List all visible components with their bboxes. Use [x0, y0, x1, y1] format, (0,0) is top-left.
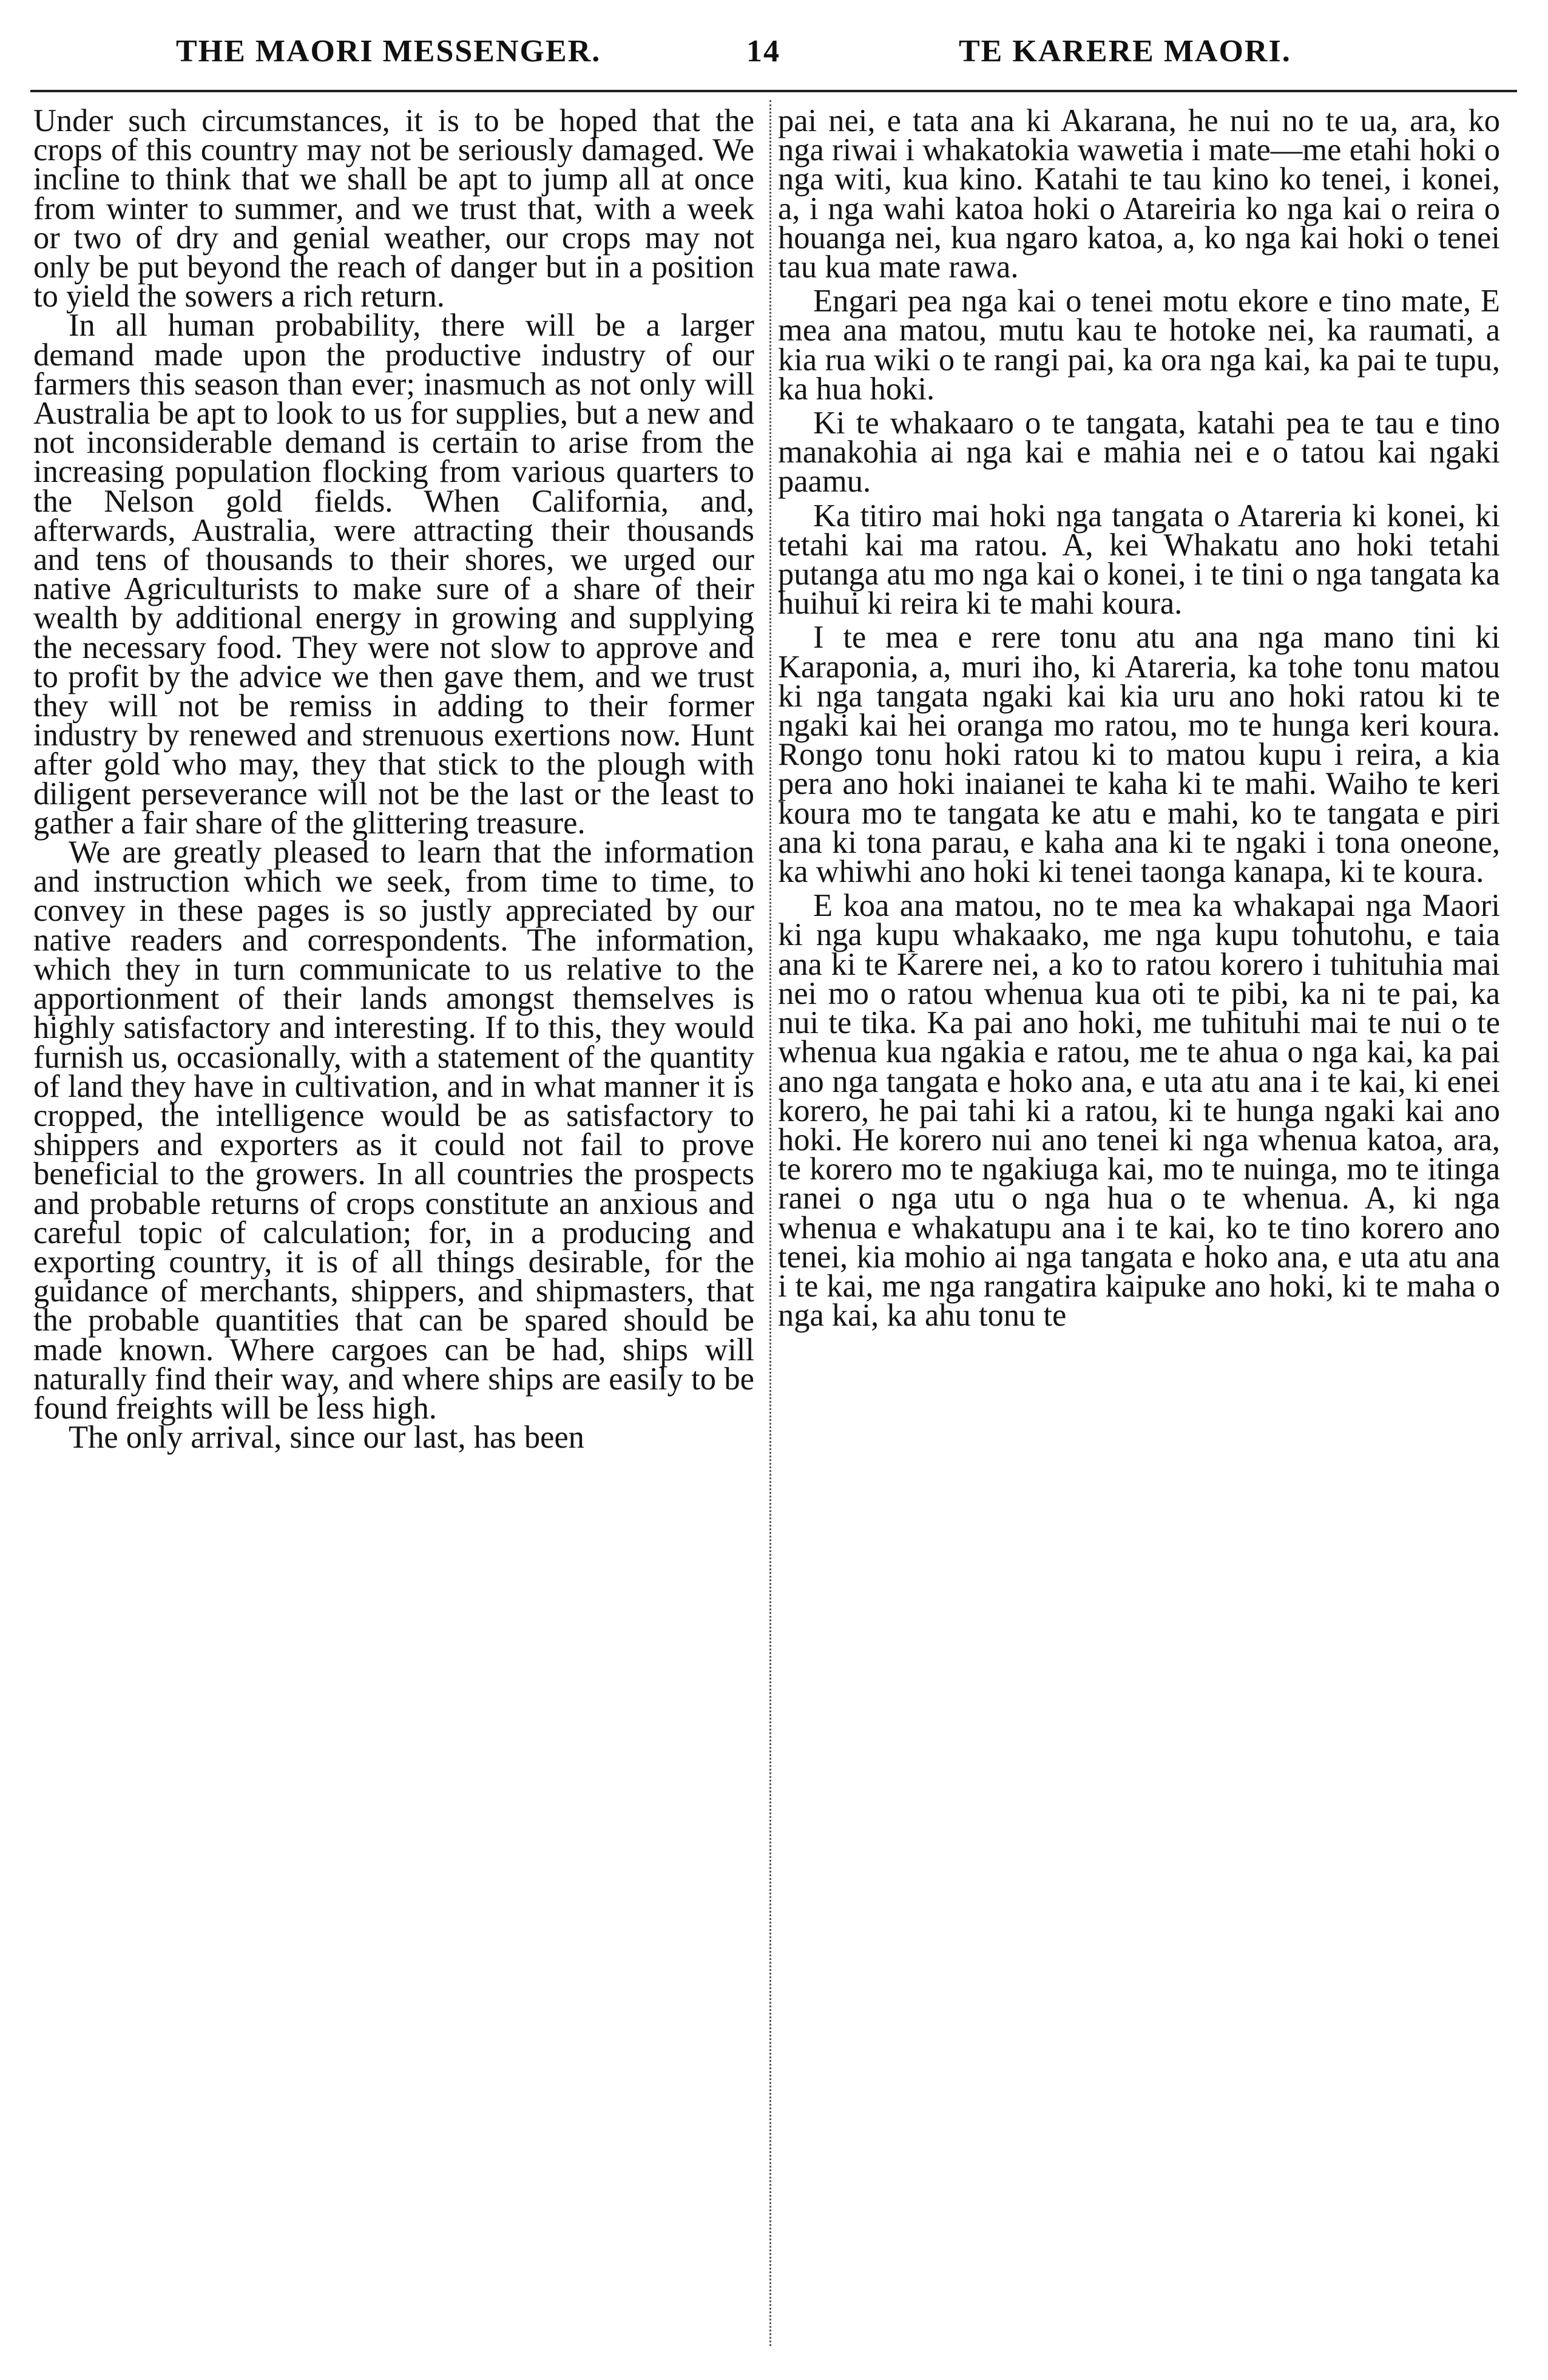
maori-paragraph-3: Ki te whakaaro o te tangata, katahi pea te tau e tino manakohia ai nga kai e mahia nei e o tatou kai ngaki paamu. — [778, 405, 1500, 500]
maori-paragraph-5: I te mea e rere tonu atu ana nga mano tini ki Karaponia, a, muri iho, ki Atareria, ka tohe tonu matou ki nga tangata ngaki kai kia uru ano hoki ratou ki te ngaki kai hei oranga mo ratou, mo te hunga keri koura. Rongo tonu hoki ratou ki to matou kupu i reira, a kia pera ano hoki inaianei te kaha ki te mahi. Waiho te keri koura mo te tangata ke atu e mahi, ko te tangata e piri ana ki tona parau, e kaha ana ki te ngaki i tona oneone, ka whiwhi ano hoki ki tenei taonga kanapa, ki te koura. — [778, 620, 1500, 890]
maori-paragraph-4: Ka titiro mai hoki nga tangata o Atareria ki konei, ki tetahi kai ma ratou. A, kei Whakatu ano hoki tetahi putanga atu mo nga kai o konei, i te tini o nga tangata ka huihui ki reira ki te mahi koura. — [778, 498, 1500, 622]
column-divider — [769, 100, 772, 2346]
page-number: 14 — [746, 34, 780, 69]
header-rule — [30, 90, 1517, 92]
english-paragraph-2: In all human probability, there will be a larger demand made upon the productive industry of our farmers this season than ever; inasmuch as not only will Australia be apt to look to us for supplies, but a new and not inconsiderable demand is certain to arise from the increasing population flocking from various quarters to the Nelson gold fields. When California, and, afterwards, Australia, were attracting their thousands and tens of thousands to their shores, we urged our native Agriculturists to make sure of a share of their wealth by additional energy in growing and supplying the necessary food. They were not slow to approve and to profit by the advice we then gave them, and we trust they will not be remiss in adding to their former industry by renewed and strenuous exertions now. Hunt after gold who may, they that stick to the plough with diligent perseverance will not be the last or the least to gather a fair share of the glittering treasure. — [33, 308, 754, 841]
english-masthead: THE MAORI MESSENGER. — [176, 34, 601, 69]
english-paragraph-3: We are greatly pleased to learn that the information and instruction which we seek, from time to time, to convey in these pages is so justly appreciated by our native readers and correspondents. The information, which they in turn communicate to us relative to the apportionment of their lands amongst themselves is highly satisfactory and interesting. If to this, they would furnish us, occasionally, with a statement of the quantity of land they have in cultivation, and in what manner it is cropped, the intelligence would be as satisfactory to shippers and exporters as it could not fail to prove beneficial to the growers. In all countries the prospects and probable returns of crops constitute an anxious and careful topic of calculation; for, in a producing and exporting country, it is of all things desirable, for the guidance of merchants, shippers, and shipmasters, that the probable quantities that can be spared should be made known. Where cargoes can be had, ships will naturally find their way, and where ships are easily to be found freights will be less high. — [33, 835, 754, 1426]
maori-paragraph-1: pai nei, e tata ana ki Akarana, he nui no te ua, ara, ko nga riwai i whakatokia wawetia i mate—me etahi hoki o nga witi, kua kino. Katahi te tau kino ko tenei, i konei, a, i nga wahi katoa hoki o Atareiria ko nga kai o reira o houanga nei, kua ngaro katoa, a, ko nga kai hoki o tenei tau kua mate rawa. — [778, 103, 1500, 285]
maori-masthead: TE KARERE MAORI. — [959, 34, 1291, 69]
maori-paragraph-2: Engari pea nga kai o tenei motu ekore e tino mate, E mea ana matou, mutu kau te hotoke nei, ka raumati, a kia rua wiki o te rangi pai, ka ora nga kai, ka pai te tupu, ka hua hoki. — [778, 283, 1500, 407]
page-header — [0, 33, 1548, 82]
english-paragraph-4: The only arrival, since our last, has been — [69, 1420, 584, 1456]
english-paragraph-1: Under such circumstances, it is to be hoped that the crops of this country may not be seriously damaged. We incline to think that we shall be apt to jump all at once from winter to summer, and we trust that, with a week or two of dry and genial weather, our crops may not only be put beyond the reach of danger but in a position to yield the sowers a rich return. — [33, 103, 754, 314]
english-column — [33, 103, 754, 1456]
maori-paragraph-6: E koa ana matou, no te mea ka whakapai nga Maori ki nga kupu whakaako, me nga kupu tohutohu, e taia ana ki te Karere nei, a ko to ratou korero i tuhituhia mai nei mo o ratou whenua kua oti te pibi, ka ni te pai, ka nui te tika. Ka pai ano hoki, me tuhituhi mai te nui o te whenua kua ngakia e ratou, me te ahua o nga kai, ka pai ano nga tangata e hoko ana, e uta atu ana i te kai, ki enei korero, he pai tahi ki a ratou, ki te hunga ngaki kai ano hoki. He korero nui ano tenei ki nga whenua katoa, ara, te korero mo te ngakiuga kai, mo te nuinga, mo te itinga ranei o nga utu o nga hua o te whenua. A, ki nga whenua e whakatupu ana i te kai, ko te tino korero ano tenei, kia mohio ai nga tangata e hoko ana, e uta atu ana i te kai, me nga rangatira kaipuke ano hoki, ki te maha o nga kai, ka ahu tonu te — [778, 888, 1500, 1334]
maori-column — [778, 103, 1500, 1334]
